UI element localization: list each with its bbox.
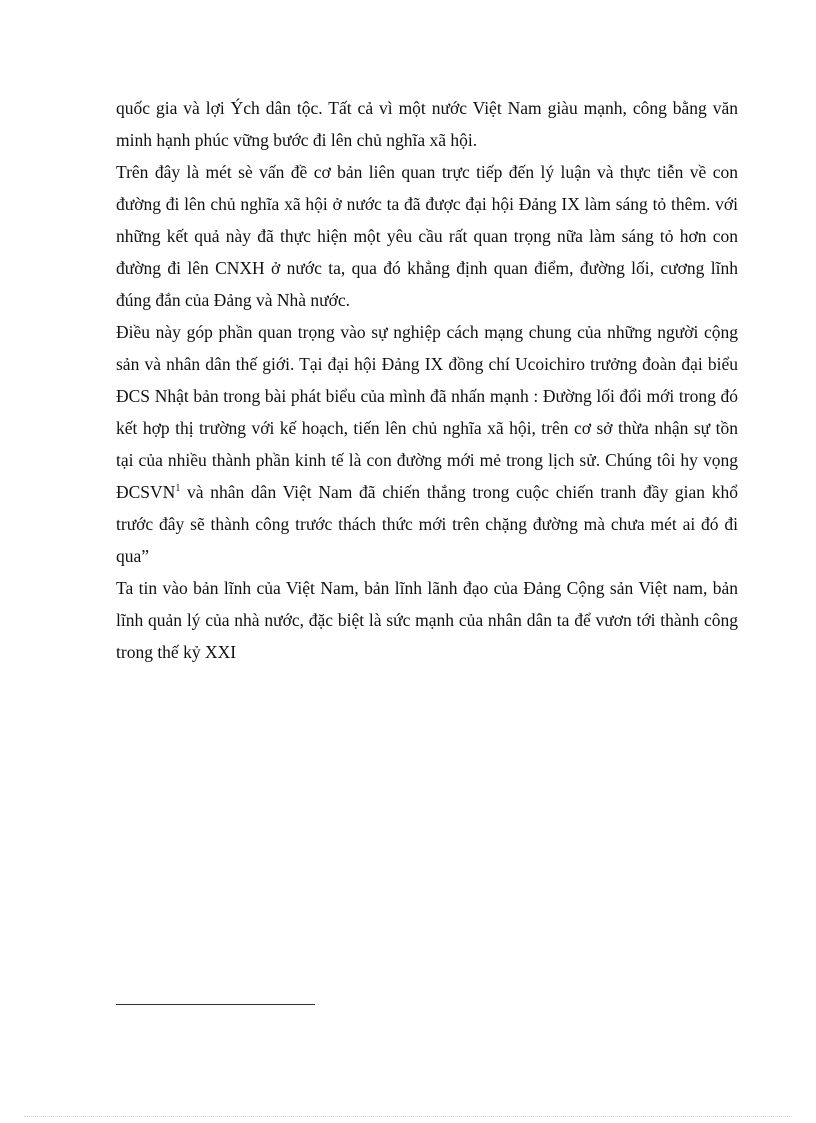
- body-text: [116, 92, 738, 668]
- footnote-reference[interactable]: 1: [175, 483, 181, 495]
- paragraph-3-text-before: Điều này góp phần quan trọng vào sự nghiệp cách mạng chung của những người cộng sản và nhân dân thế giới. Tại đại hội Đảng IX đồng chí Ucoichiro trưởng đoàn đại biểu ĐCS Nhật bản trong bài phát biểu của mình đã nhấn mạnh : Đường lối đổi mới trong đó kết hợp thị trường với kế hoạch, tiến lên chủ nghĩa xã hội, trên cơ sở thừa nhận sự tồn tại của nhiều thành phần kinh tế là con đường mới mẻ trong lịch sử. Chúng tôi hy vọng ĐCSVN: [116, 322, 738, 502]
- paragraph-3-text-after: và nhân dân Việt Nam đã chiến thắng trong cuộc chiến tranh đầy gian khổ trước đây sẽ thành công trước thách thức mới trên chặng đường mà chưa mét ai đó đi qua”: [116, 482, 738, 566]
- footnote-separator: [116, 1004, 315, 1005]
- paragraph-1: quốc gia và lợi Ých dân tộc. Tất cả vì một nước Việt Nam giàu mạnh, công bằng văn minh hạnh phúc vững bước đi lên chủ nghĩa xã hội.: [116, 98, 738, 150]
- paragraph-4: Ta tin vào bản lĩnh của Việt Nam, bản lĩnh lãnh đạo của Đảng Cộng sản Việt nam, bản lĩnh quản lý của nhà nước, đặc biệt là sức mạnh của nhân dân ta để vươn tới thành công trong thế kỷ XXI: [116, 578, 738, 662]
- paragraph-3: [116, 316, 738, 572]
- paragraph-2: Trên đây là mét sè vấn đề cơ bản liên quan trực tiếp đến lý luận và thực tiễn về con đường đi lên chủ nghĩa xã hội ở nước ta đã được đại hội Đảng IX làm sáng tỏ thêm. với những kết quả này đã thực hiện một yêu cầu rất quan trọng nữa làm sáng tỏ hơn con đường đi lên CNXH ở nước ta, qua đó khẳng định quan điểm, đường lối, cương lĩnh đúng đắn của Đảng và Nhà nước.: [116, 162, 738, 310]
- page-bottom-edge: [24, 1116, 792, 1117]
